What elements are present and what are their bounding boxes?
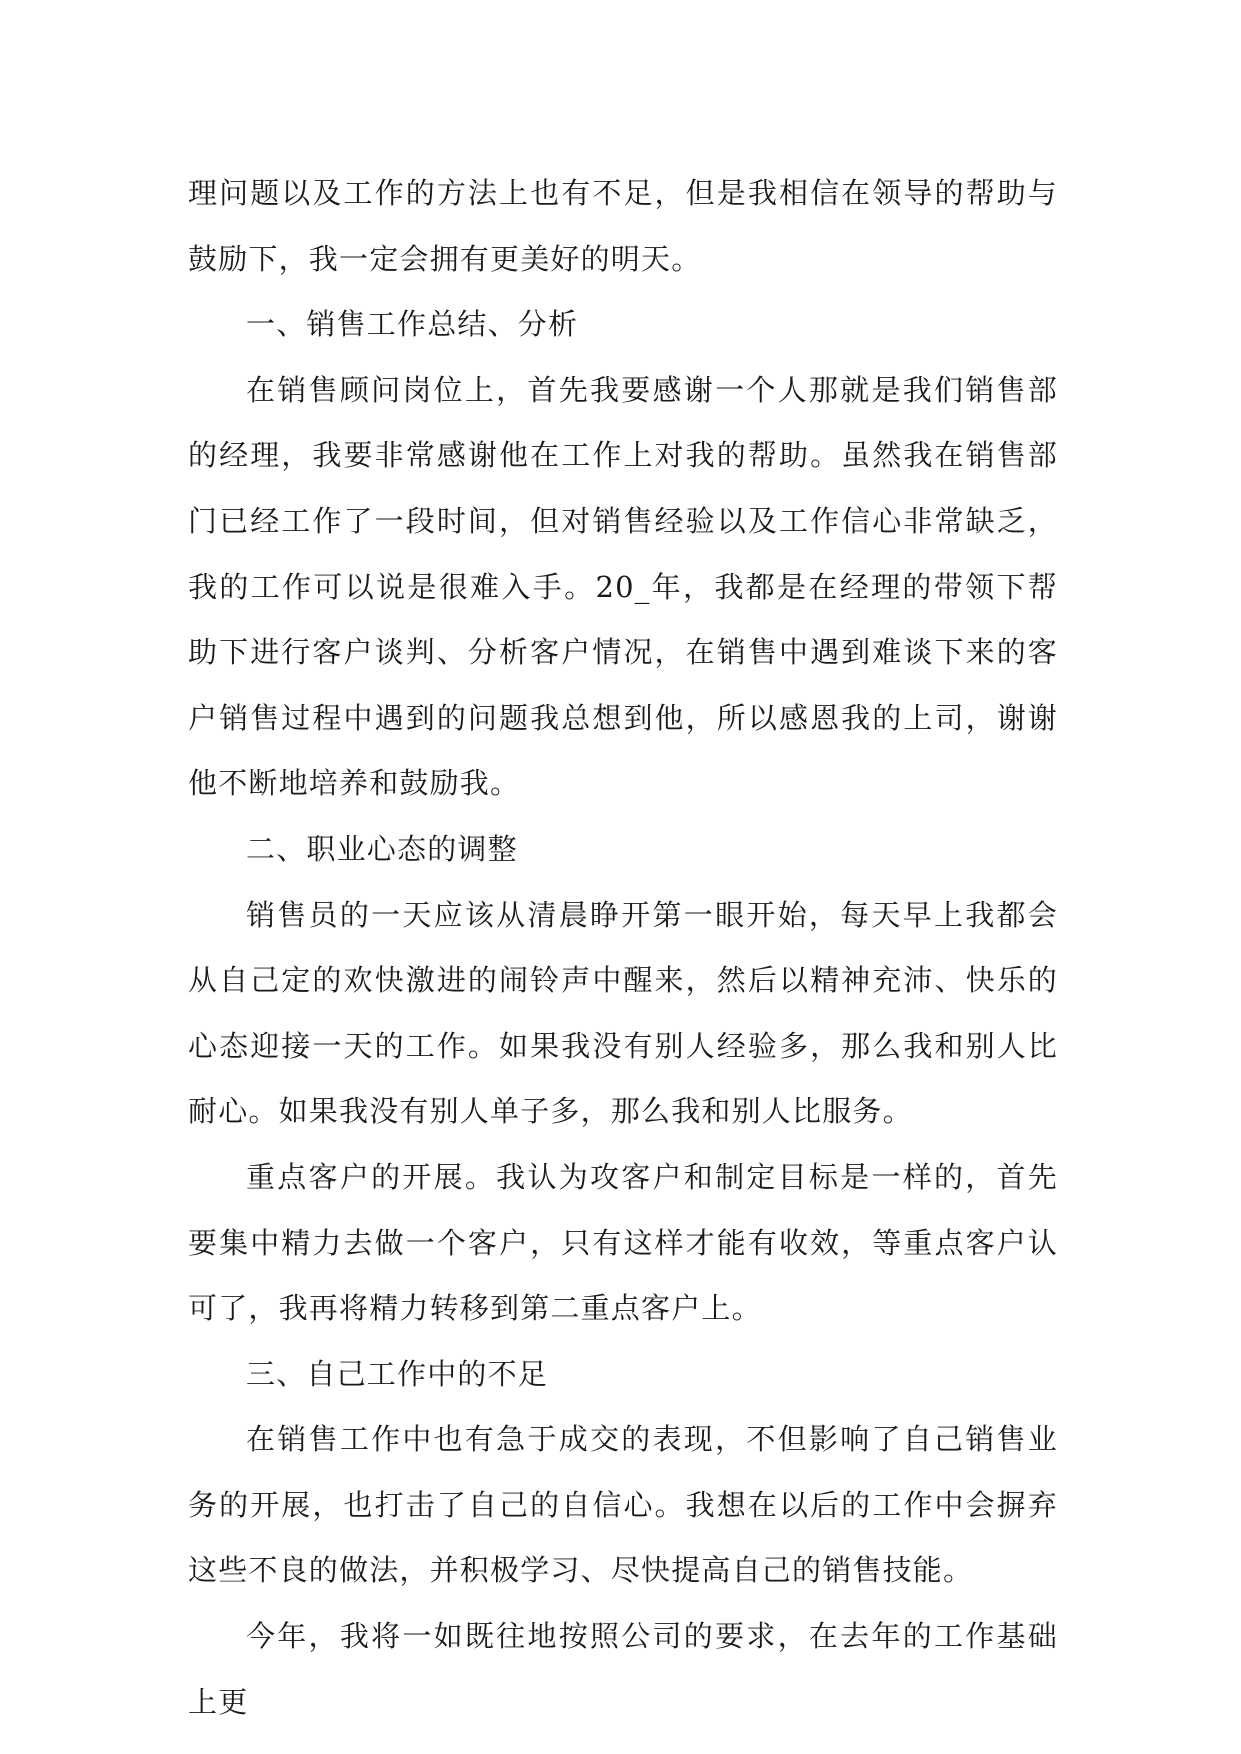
paragraph-continuation: 理问题以及工作的方法上也有不足，但是我相信在领导的帮助与鼓励下，我一定会拥有更美好的明天。	[188, 176, 1058, 276]
paragraph: 在销售工作中也有急于成交的表现，不但影响了自己销售业务的开展，也打击了自己的自信心。我想在以后的工作中会摒弃这些不良的做法，并积极学习、尽快提高自己的销售技能。	[188, 1422, 1058, 1588]
section-heading-3: 三、自己工作中的不足	[246, 1356, 549, 1391]
section-heading-1: 一、销售工作总结、分析	[246, 307, 579, 342]
section-heading-2: 二、职业心态的调整	[246, 831, 518, 866]
paragraph: 在销售顾问岗位上，首先我要感谢一个人那就是我们销售部的经理，我要非常感谢他在工作上对我的帮助。虽然我在销售部门已经工作了一段时间，但对销售经验以及工作信心非常缺乏，我的工作可以说是很难入手。20_年，我都是在经理的带领下帮助下进行客户谈判、分析客户情况，在销售中遇到难谈下来的客户销售过程中遇到的问题我总想到他，所以感恩我的上司，谢谢他不断地培养和鼓励我。	[188, 372, 1058, 801]
paragraph: 今年，我将一如既往地按照公司的要求，在去年的工作基础上更	[188, 1619, 1058, 1719]
paragraph: 重点客户的开展。我认为攻客户和制定目标是一样的，首先要集中精力去做一个客户，只有这样才能有收效，等重点客户认可了，我再将精力转移到第二重点客户上。	[188, 1159, 1058, 1326]
document-body	[188, 161, 1058, 1735]
paragraph: 销售员的一天应该从清晨睁开第一眼开始，每天早上我都会从自己定的欢快激进的闹铃声中醒来，然后以精神充沛、快乐的心态迎接一天的工作。如果我没有别人经验多，那么我和别人比耐心。如果我没有别人单子多，那么我和别人比服务。	[188, 897, 1058, 1129]
